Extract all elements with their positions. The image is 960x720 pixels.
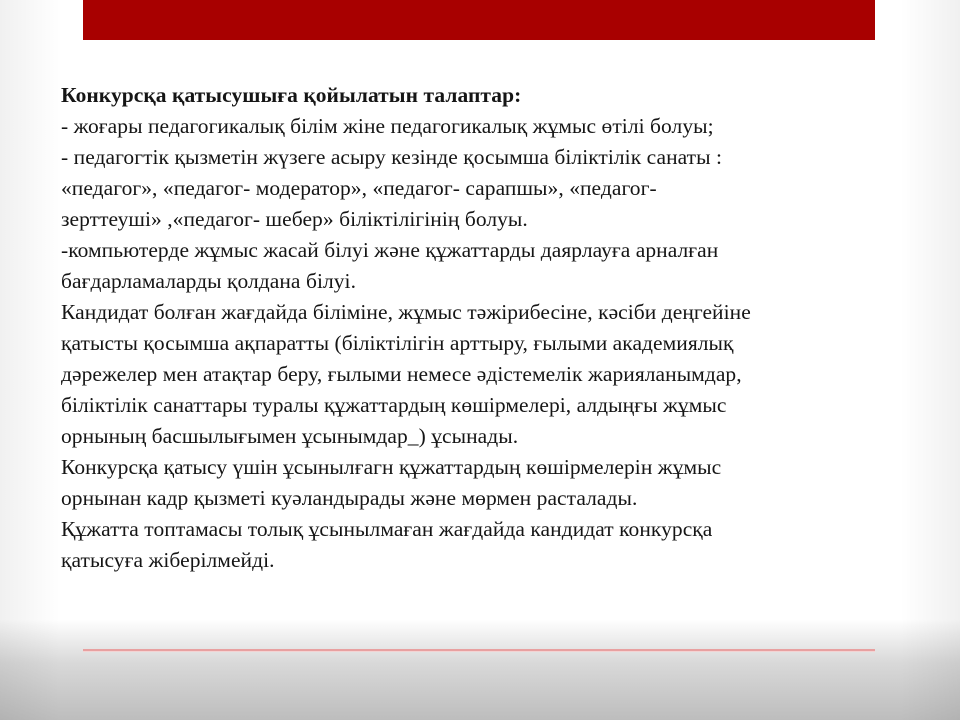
text-line-6: бағдарламаларды қолдана білуі.: [61, 269, 356, 293]
bottom-divider-shadow: [83, 651, 875, 652]
text-line-9: дәрежелер мен атақтар беру, ғылыми немесе әдістемелік жарияланымдар,: [61, 362, 742, 386]
text-line-4: зерттеуші» ,«педагог- шебер» біліктілігінің болуы.: [61, 207, 528, 231]
text-line-2: - педагогтік қызметін жүзеге асыру кезінде қосымша біліктілік санаты :: [61, 145, 723, 169]
requirements-heading: Конкурсқа қатысушыға қойылатын талаптар:: [61, 83, 522, 107]
text-line-13: орнынан кадр қызметі куәландырады және мөрмен расталады.: [61, 486, 638, 510]
text-line-11: орнының басшылығымен ұсынымдар_) ұсынады.: [61, 424, 519, 448]
text-line-10: біліктілік санаттары туралы құжаттардың көшірмелері, алдыңғы жұмыс: [61, 393, 727, 417]
slide-body-text: [61, 80, 921, 576]
text-line-7: Кандидат болған жағдайда біліміне, жұмыс тәжірибесіне, кәсіби деңгейіне: [61, 300, 751, 324]
text-line-5: -компьютерде жұмыс жасай білуі және құжаттарды даярлауға арналған: [61, 238, 719, 262]
text-line-15: қатысуға жіберілмейді.: [61, 548, 275, 572]
text-line-8: қатысты қосымша ақпаратты (біліктілігін арттыру, ғылыми академиялық: [61, 331, 734, 355]
text-line-1: - жоғары педагогикалық білім жіне педагогикалық жұмыс өтілі болуы;: [61, 114, 714, 138]
slide-shadow-left: [0, 0, 60, 720]
top-accent-band: [83, 0, 875, 40]
text-line-14: Құжатта топтамасы толық ұсынылмаған жағдайда кандидат конкурсқа: [61, 517, 713, 541]
text-line-3: «педагог», «педагог- модератор», «педагог- сарапшы», «педагог-: [61, 176, 657, 200]
text-line-12: Конкурсқа қатысу үшін ұсынылғагн құжаттардың көшірмелерін жұмыс: [61, 455, 722, 479]
